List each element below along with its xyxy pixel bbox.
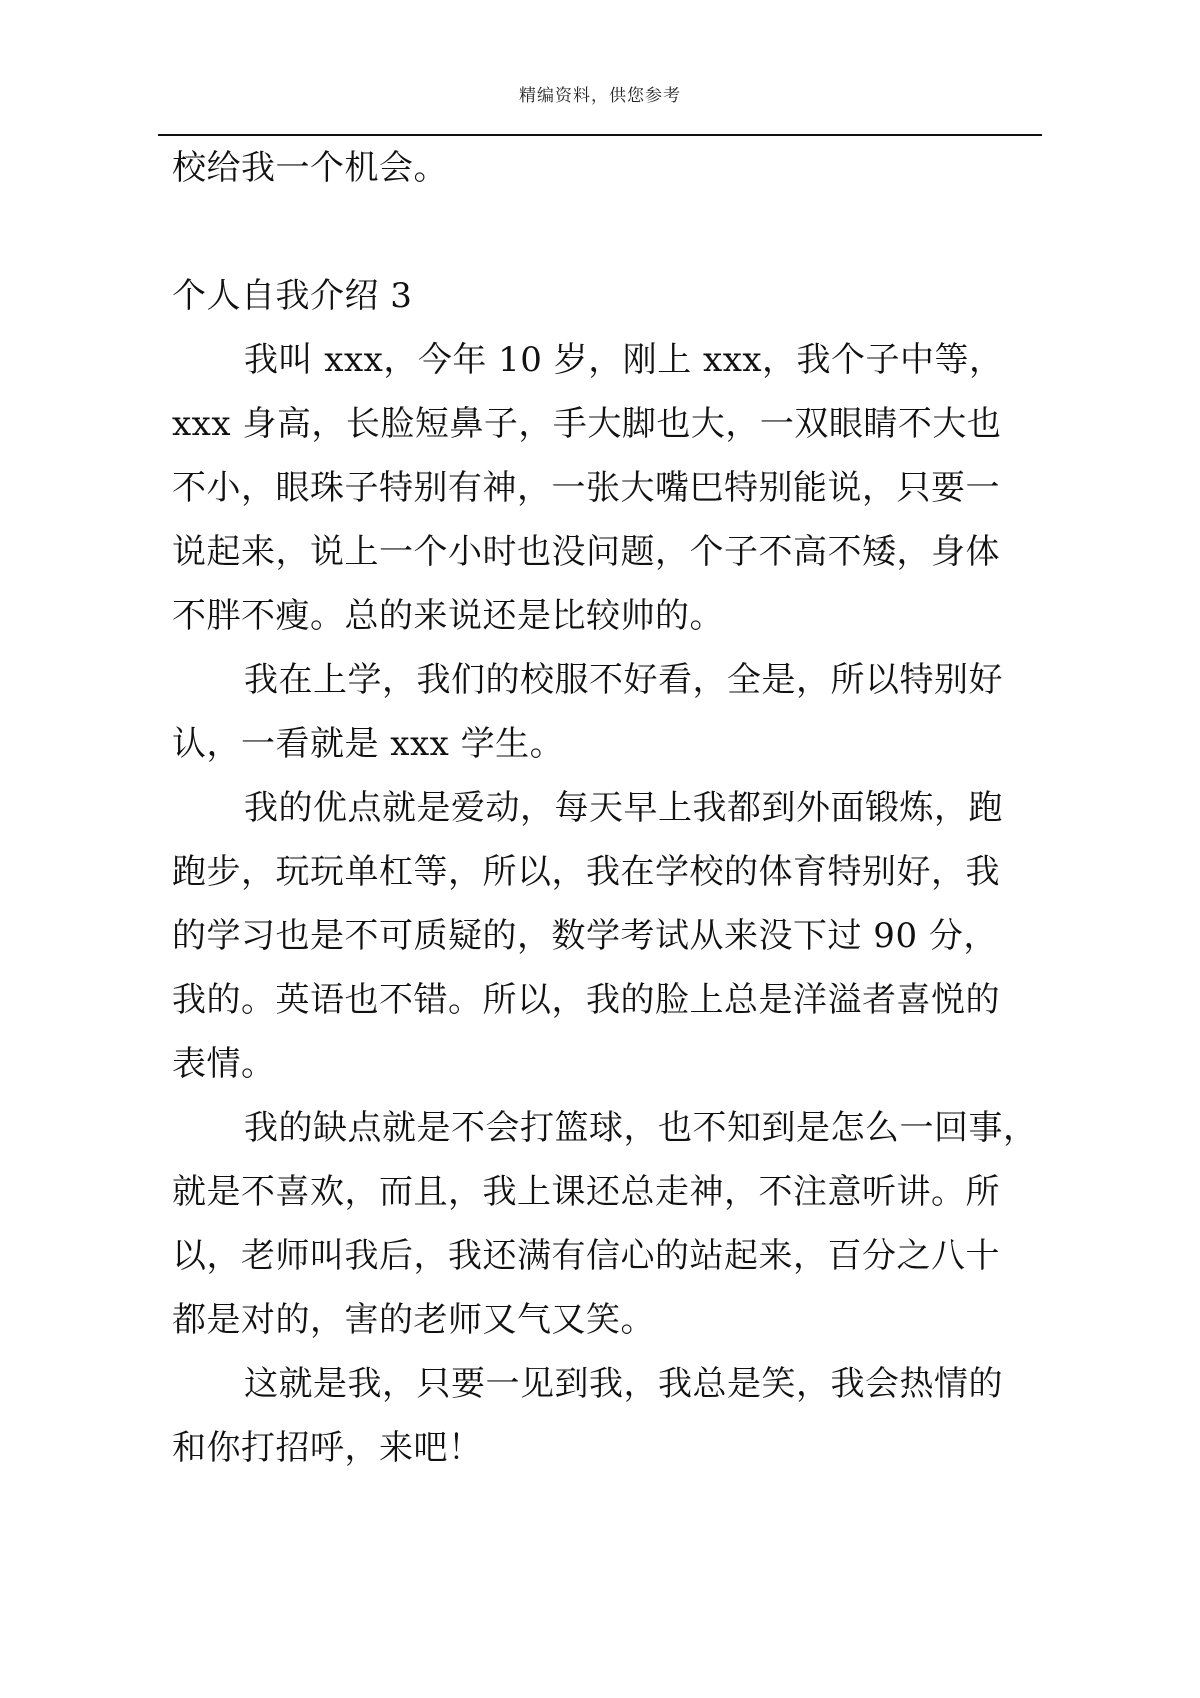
paragraph-line: 不小，眼珠子特别有神，一张大嘴巴特别能说，只要一: [172, 468, 1000, 508]
paragraph-line: 和你打招呼，来吧！: [172, 1428, 483, 1468]
paragraph-line: 表情。: [172, 1044, 276, 1084]
blank-line: [172, 200, 1038, 264]
paragraph-2: [172, 648, 1038, 776]
page-header: 精编资料，供您参考: [519, 86, 681, 106]
paragraph-3: [172, 776, 1038, 1096]
paragraph-line: 我在上学，我们的校服不好看，全是，所以特别好: [244, 660, 1003, 700]
paragraph-line: 跑步，玩玩单杠等，所以，我在学校的体育特别好，我: [172, 852, 1000, 892]
paragraph-line: 以，老师叫我后，我还满有信心的站起来，百分之八十: [172, 1236, 1000, 1276]
paragraph-line: 认，一看就是 xxx 学生。: [172, 724, 565, 764]
paragraph-line: 我的。英语也不错。所以，我的脸上总是洋溢者喜悦的: [172, 980, 1000, 1020]
paragraph-line: 的学习也是不可质疑的，数学考试从来没下过 90 分，: [172, 916, 998, 956]
paragraph-line: 说起来，说上一个小时也没问题，个子不高不矮，身体: [172, 532, 1000, 572]
paragraph-line: 我叫 xxx，今年 10 岁，刚上 xxx，我个子中等，: [244, 340, 1004, 380]
document-body: [172, 136, 1038, 1480]
paragraph-5: [172, 1352, 1038, 1480]
paragraph-line: xxx 身高，长脸短鼻子，手大脚也大，一双眼睛不大也: [172, 404, 1002, 444]
paragraph-4: [172, 1096, 1038, 1352]
paragraph-line: 就是不喜欢，而且，我上课还总走神，不注意听讲。所: [172, 1172, 1000, 1212]
paragraph-line: 我的优点就是爱动，每天早上我都到外面锻炼，跑: [244, 788, 1003, 828]
paragraph-line: 这就是我，只要一见到我，我总是笑，我会热情的: [244, 1364, 1003, 1404]
intro-line: 校给我一个机会。: [172, 148, 448, 188]
paragraph-line: 都是对的，害的老师又气又笑。: [172, 1300, 655, 1340]
section-title: 个人自我介绍 3: [172, 276, 413, 316]
paragraph-1: [172, 328, 1038, 648]
paragraph-line: 不胖不瘦。总的来说还是比较帅的。: [172, 596, 724, 636]
paragraph-line: 我的缺点就是不会打篮球，也不知到是怎么一回事，: [244, 1108, 1038, 1148]
